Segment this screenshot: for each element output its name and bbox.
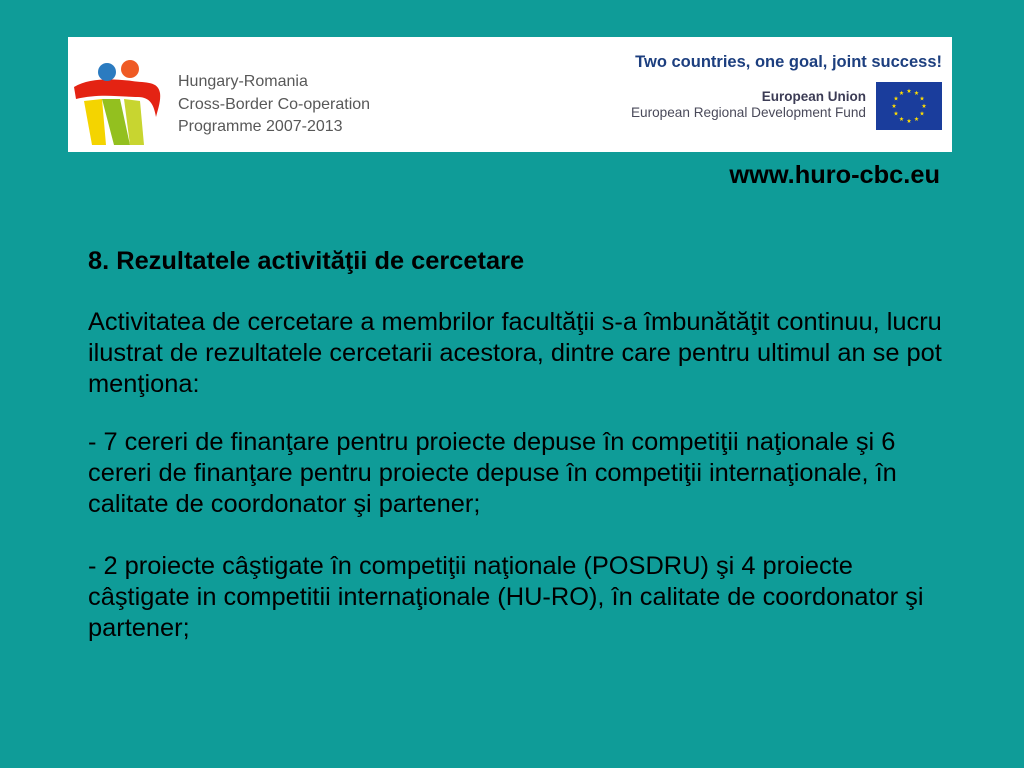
slogan: Two countries, one goal, joint success! [635, 53, 942, 71]
programme-line: Hungary-Romania [178, 73, 308, 90]
eu-flag-icon [876, 82, 942, 130]
fund-label: European Regional Development Fund [630, 105, 866, 120]
paragraph-line: ilustrat de rezultatele cercetarii acestora, dintre care pentru ultimul an se pot [88, 339, 942, 367]
paragraph-line: partener; [88, 614, 190, 642]
paragraph-line: menţiona: [88, 370, 200, 398]
programme-line: Cross-Border Co-operation [178, 95, 371, 113]
paragraph-line: - 2 proiecte câştigate în competiţii naţionale (POSDRU) şi 4 proiecte [88, 552, 853, 580]
paragraph-line: câştigate in competitii internaţionale (HU-RO), în calitate de coordonator şi [88, 583, 924, 611]
section-title: 8. Rezultatele activităţii de cercetare [88, 247, 525, 275]
header-banner [68, 37, 952, 152]
programme-name [178, 71, 370, 139]
website-url: www.huro-cbc.eu [729, 161, 940, 189]
text-paragraph [88, 427, 897, 520]
paragraph-line: Activitatea de cercetare a membrilor facultăţii s-a îmbunătăţit continuu, lucru [88, 308, 942, 336]
text-paragraph [88, 551, 923, 644]
text-paragraph [88, 307, 942, 400]
eu-label: European Union [761, 89, 866, 104]
paragraph-line: calitate de coordonator şi partener; [88, 490, 481, 518]
programme-line: Programme 2007-2013 [178, 118, 343, 135]
paragraph-line: - 7 cereri de finanţare pentru proiecte depuse în competiţii naţionale şi 6 [88, 428, 896, 456]
paragraph-line: cereri de finanţare pentru proiecte depuse în competiţii internaţionale, în [88, 459, 897, 487]
huro-logo-icon [72, 57, 164, 149]
